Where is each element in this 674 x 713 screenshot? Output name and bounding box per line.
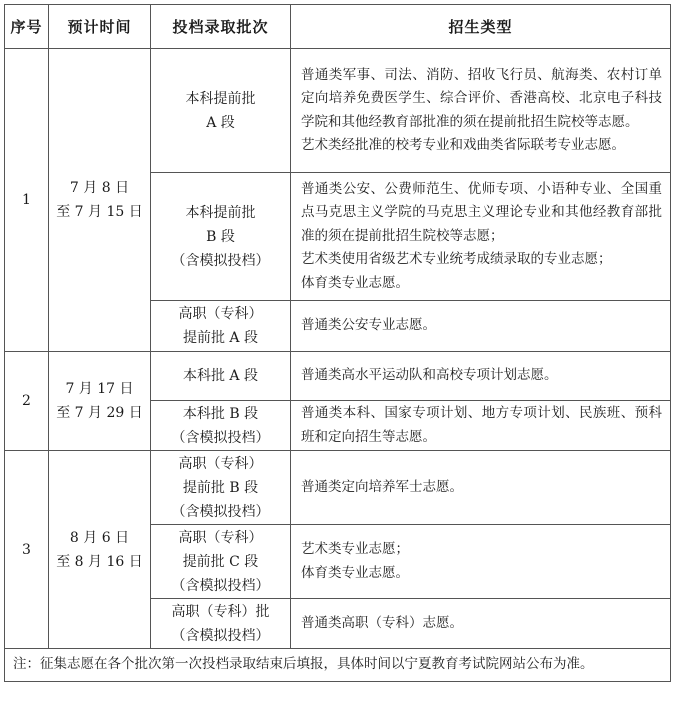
header-batch: 投档录取批次 — [151, 5, 291, 49]
header-type: 招生类型 — [291, 5, 671, 49]
time-line: 至 7 月 15 日 — [56, 204, 143, 220]
type-line: 普通类定向培养军士志愿。 — [301, 478, 463, 495]
type-line: 艺术类经批准的校考专业和戏曲类省际联考专业志愿。 — [301, 137, 625, 153]
type-line: 普通类本科、国家专项计划、地方专项计划、民族班、预科班和定向招生等志愿。 — [301, 405, 662, 445]
cell-batch — [151, 525, 291, 599]
batch-line: 提前批 C 段 — [182, 553, 259, 570]
cell-batch — [151, 451, 291, 525]
batch-line: 提前批 A 段 — [182, 330, 258, 346]
header-time: 预计时间 — [49, 5, 151, 49]
batch-line: 本科批 A 段 — [182, 368, 258, 384]
type-line: 体育类专业志愿。 — [301, 564, 409, 581]
type-line: 普通类高水平运动队和高校专项计划志愿。 — [301, 367, 558, 384]
type-line: 体育类专业志愿。 — [301, 274, 409, 291]
time-line: 8 月 6 日 — [69, 529, 130, 546]
cell-type — [291, 451, 671, 525]
type-line: 艺术类使用省级艺术专业统考成绩录取的专业志愿； — [301, 251, 612, 268]
table-row — [5, 451, 671, 525]
cell-batch — [151, 173, 291, 301]
table-body — [5, 49, 671, 649]
batch-line: 高职（专科）批 — [171, 603, 270, 620]
cell-type — [291, 301, 671, 352]
batch-line: B 段 — [206, 228, 235, 245]
cell-type — [291, 352, 671, 401]
admission-schedule-table — [4, 4, 671, 682]
cell-type — [291, 173, 671, 301]
time-line: 至 8 月 16 日 — [56, 553, 143, 570]
batch-line: 高职（专科） — [178, 455, 263, 472]
cell-seq: 1 — [5, 49, 49, 352]
batch-line: （含模拟投档） — [171, 429, 270, 446]
cell-batch — [151, 401, 291, 451]
cell-batch — [151, 49, 291, 173]
cell-type — [291, 599, 671, 649]
type-line: 普通类公安专业志愿。 — [301, 317, 436, 334]
batch-line: 本科提前批 — [185, 204, 256, 221]
cell-batch — [151, 599, 291, 649]
batch-line: 高职（专科） — [178, 306, 263, 322]
cell-time — [49, 451, 151, 649]
cell-type — [291, 49, 671, 173]
cell-seq: 3 — [5, 451, 49, 649]
cell-batch — [151, 301, 291, 352]
batch-line: （含模拟投档） — [171, 627, 270, 644]
batch-line: 高职（专科） — [178, 529, 263, 546]
type-line: 普通类高职（专科）志愿。 — [301, 614, 463, 631]
time-line: 7 月 8 日 — [69, 180, 130, 196]
table-note: 注：征集志愿在各个批次第一次投档录取结束后填报，具体时间以宁夏教育考试院网站公布为准。 — [5, 649, 671, 682]
type-line: 艺术类专业志愿； — [301, 541, 409, 557]
cell-batch — [151, 352, 291, 401]
batch-line: （含模拟投档） — [171, 503, 270, 520]
batch-line: （含模拟投档） — [171, 252, 270, 269]
time-line: 至 7 月 29 日 — [56, 405, 143, 421]
cell-seq: 2 — [5, 352, 49, 451]
cell-time — [49, 49, 151, 352]
type-line: 普通类公安、公费师范生、优师专项、小语种专业、全国重点马克思主义学院的马克思主义理论专业和其他经教育部批准的须在提前批招生院校等志愿； — [301, 180, 662, 244]
table-row — [5, 49, 671, 173]
note-row — [5, 649, 671, 682]
table-header-row — [5, 5, 671, 49]
type-line: 普通类军事、司法、消防、招收飞行员、航海类、农村订单定向培养免费医学生、综合评价、香港高校、北京电子科技学院和其他经教育部批准的须在提前批招生院校等志愿。 — [301, 66, 662, 130]
cell-type — [291, 401, 671, 451]
header-seq: 序号 — [5, 5, 49, 49]
batch-line: 本科批 B 段 — [182, 405, 259, 422]
table-row — [5, 352, 671, 401]
cell-time — [49, 352, 151, 451]
batch-line: （含模拟投档） — [171, 577, 270, 594]
batch-line: 提前批 B 段 — [182, 479, 259, 496]
batch-line: 本科提前批 — [185, 90, 256, 107]
cell-type — [291, 525, 671, 599]
time-line: 7 月 17 日 — [65, 381, 134, 397]
batch-line: A 段 — [206, 114, 235, 131]
